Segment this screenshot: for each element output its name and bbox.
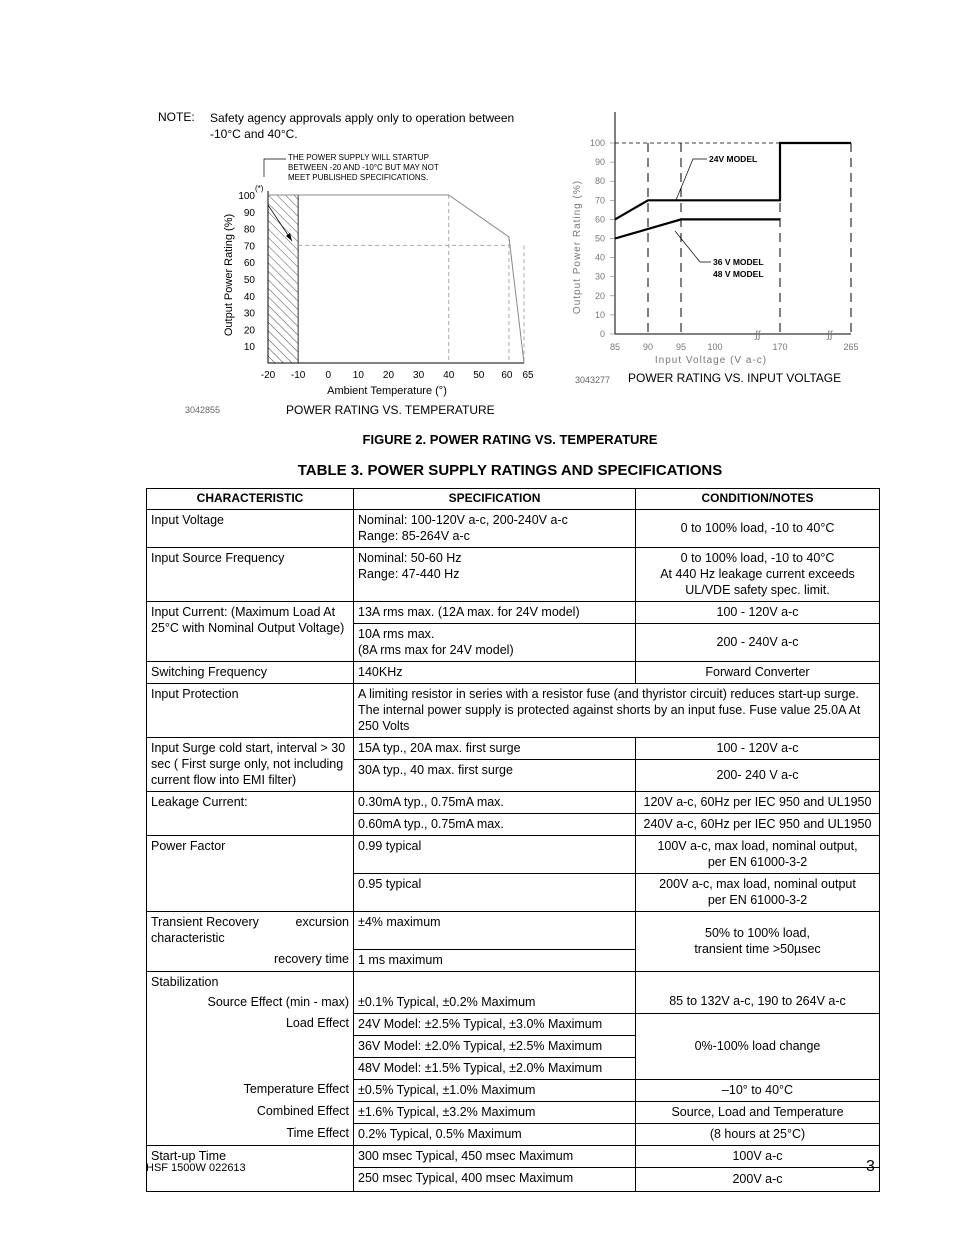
- temp-x-axis-label: Ambient Temperature (°): [327, 385, 447, 397]
- char-startup-time: Start-up Time: [147, 1145, 354, 1191]
- temp-x-tick-label: -20: [260, 370, 276, 381]
- cond-line: UL/VDE safety spec. limit.: [685, 583, 830, 597]
- spec-load-24v: 24V Model: ±2.5% Typical, ±3.0% Maximum: [354, 1013, 636, 1035]
- voltage-x-tick-label: 100: [707, 342, 723, 352]
- voltage-y-tick-label: 60: [594, 214, 605, 225]
- page-number: 3: [866, 1158, 875, 1175]
- char-combined-effect: Combined Effect: [147, 1101, 354, 1123]
- voltage-y-tick-label: 40: [594, 252, 605, 263]
- spec-input-current-b: [354, 624, 636, 662]
- table-row: [147, 684, 880, 738]
- voltage-x-tick-label: 170: [772, 342, 788, 352]
- temp-x-tick-label: 20: [382, 370, 395, 381]
- header-characteristic: CHARACTERISTIC: [147, 489, 354, 510]
- temp-annotation-line-3: MEET PUBLISHED SPECIFICATIONS.: [288, 173, 429, 182]
- temp-x-tick-label: 50: [473, 370, 485, 381]
- spec-switching-frequency: 140KHz: [354, 662, 636, 684]
- table-row: [147, 602, 880, 624]
- spec-line: Range: 85-264V a-c: [358, 529, 470, 543]
- cond-line: 200V a-c, max load, nominal output: [659, 877, 856, 891]
- temp-y-tick-label: 60: [243, 258, 255, 270]
- char-time-effect: Time Effect: [147, 1123, 354, 1145]
- temp-annotation-line-2: BETWEEN -20 AND -10°C BUT MAY NOT: [288, 163, 439, 172]
- voltage-y-tick-label: 70: [594, 195, 605, 206]
- temp-x-tick-label: 65: [522, 370, 534, 381]
- spec-line: (8A rms max for 24V model): [358, 643, 514, 657]
- cond-input-current-a: 100 - 120V a-c: [636, 602, 880, 624]
- temp-y-tick-label: 80: [243, 224, 255, 236]
- spec-line: 10A rms max.: [358, 627, 435, 641]
- temp-y-tick-label: 20: [243, 325, 255, 337]
- cond-input-surge-a: 100 - 120V a-c: [636, 738, 880, 760]
- spec-source-effect: [354, 971, 636, 1013]
- spec-leakage-a: 0.30mA typ., 0.75mA max.: [354, 792, 636, 814]
- spec-line: Nominal: 50-60 Hz: [358, 551, 462, 565]
- voltage-y-tick-label: 0: [599, 329, 605, 339]
- voltage-y-tick-label: 30: [594, 271, 605, 282]
- cond-temperature-effect: –10° to 40°C: [636, 1079, 880, 1101]
- power-vs-voltage-chart: [565, 112, 875, 392]
- table-row: [147, 971, 880, 1013]
- break-mark-1: ∫∫: [755, 330, 761, 341]
- cond-line: transient time >50µsec: [694, 941, 821, 956]
- spec-load-48v: 48V Model: ±1.5% Typical, ±2.0% Maximum: [354, 1057, 636, 1079]
- transient-excursion-label: excursion: [295, 915, 349, 929]
- table-row: [147, 1013, 880, 1035]
- header-specification: SPECIFICATION: [354, 489, 636, 510]
- spec-line: Range: 47-440 Hz: [358, 567, 460, 581]
- temp-x-tick-label: 10: [352, 370, 364, 381]
- spec-input-protection: A limiting resistor in series with a resistor fuse (and thyristor circuit) reduces start-up surge. The internal power supply is protected against shorts by an input fuse. Fuse value 25.0A At 250 Volts: [354, 684, 880, 738]
- temp-y-tick-label: 90: [243, 207, 255, 219]
- spec-power-factor-b: 0.95 typical: [354, 874, 636, 912]
- temp-chart-caption: POWER RATING VS. TEMPERATURE: [286, 403, 495, 417]
- spec-input-voltage: [354, 510, 636, 548]
- cond-load-effect: 0%-100% load change: [636, 1013, 880, 1079]
- table-title: TABLE 3. POWER SUPPLY RATINGS AND SPECIFICATIONS: [297, 462, 723, 479]
- spec-startup-a: 300 msec Typical, 450 msec Maximum: [354, 1145, 636, 1167]
- char-power-factor: Power Factor: [147, 836, 354, 912]
- char-input-current: Input Current: (Maximum Load At 25°C with Nominal Output Voltage): [147, 602, 354, 662]
- spec-input-surge-a: 15A typ., 20A max. first surge: [354, 738, 636, 760]
- spec-recovery-time: 1 ms maximum: [354, 949, 636, 971]
- voltage-x-axis-label: Input Voltage (V a-c): [654, 355, 768, 366]
- annotation-leader-top: [264, 159, 286, 177]
- spec-combined-effect: ±1.6% Typical, ±3.2% Maximum: [354, 1101, 636, 1123]
- char-input-surge: Input Surge cold start, interval > 30 sec ( First surge only, not including current flow into EMI filter): [147, 738, 354, 792]
- voltage-x-tick-label: 85: [609, 342, 621, 352]
- header-condition: CONDITION/NOTES: [636, 489, 880, 510]
- spec-transient-excursion: ±4% maximum: [354, 912, 636, 950]
- temp-y-tick-label: 10: [243, 342, 255, 354]
- cond-input-frequency: [636, 548, 880, 602]
- cond-power-factor-b: [636, 874, 880, 912]
- cond-startup-b: 200V a-c: [636, 1167, 880, 1191]
- spec-power-factor-a: 0.99 typical: [354, 836, 636, 874]
- table-row: [147, 738, 880, 760]
- table-row: [147, 662, 880, 684]
- cond-input-voltage: 0 to 100% load, -10 to 40°C: [636, 510, 880, 548]
- note-text: Safety agency approvals apply only to operation between -10°C and 40°C.: [210, 111, 515, 141]
- table-row: [147, 1101, 880, 1123]
- temp-y-tick-label: 40: [243, 291, 255, 303]
- cond-power-factor-a: [636, 836, 880, 874]
- table-row: [147, 548, 880, 602]
- label-48v-model: 48 V MODEL: [713, 269, 764, 279]
- temp-figure-code: 3042855: [185, 405, 221, 415]
- label-24v-model: 24V MODEL: [709, 154, 758, 164]
- spec-load-36v: 36V Model: ±2.0% Typical, ±2.5% Maximum: [354, 1035, 636, 1057]
- char-input-frequency: Input Source Frequency: [147, 548, 354, 602]
- cond-time-effect: (8 hours at 25°C): [636, 1123, 880, 1145]
- note-label: NOTE:: [158, 110, 195, 124]
- spec-leakage-b: 0.60mA typ., 0.75mA max.: [354, 814, 636, 836]
- table-header-row: [147, 489, 880, 510]
- voltage-x-tick-label: 90: [642, 342, 654, 352]
- temp-y-tick-label: 70: [243, 241, 255, 253]
- voltage-y-tick-label: 80: [594, 176, 605, 187]
- cond-line: 0 to 100% load, -10 to 40°C: [680, 551, 835, 565]
- temp-derating-line: [268, 195, 524, 363]
- cond-input-current-b: 200 - 240V a-c: [636, 624, 880, 662]
- transient-label: Transient Recovery: [151, 915, 259, 929]
- leader-36v-48v: [675, 231, 711, 262]
- char-transient-recovery: [147, 912, 354, 950]
- cond-transient: [636, 912, 880, 972]
- transient-characteristic-label: characteristic: [151, 931, 225, 945]
- cond-source-effect: [636, 971, 880, 1013]
- cond-line: 50% to 100% load,: [705, 925, 810, 940]
- temp-x-tick-label: 60: [501, 370, 513, 381]
- spec-line: Nominal: 100-120V a-c, 200-240V a-c: [358, 513, 568, 527]
- startup-hatch-region: [268, 195, 298, 363]
- specifications-table: [146, 488, 880, 1192]
- table-row: [147, 510, 880, 548]
- char-temperature-effect: Temperature Effect: [147, 1079, 354, 1101]
- temp-x-tick-label: 0: [325, 370, 332, 381]
- temp-x-tick-label: 40: [443, 370, 455, 381]
- source-effect-label: Source Effect (min - max): [207, 994, 349, 1009]
- voltage-chart-caption: POWER RATING VS. INPUT VOLTAGE: [628, 371, 842, 385]
- char-input-voltage: Input Voltage: [147, 510, 354, 548]
- stabilization-label: Stabilization: [151, 974, 219, 989]
- temp-x-tick-label: 30: [413, 370, 425, 381]
- power-vs-temperature-chart: [150, 145, 570, 435]
- cond-leakage-b: 240V a-c, 60Hz per IEC 950 and UL1950: [636, 814, 880, 836]
- cond-line: 100V a-c, max load, nominal output,: [657, 839, 858, 853]
- spec-input-frequency: [354, 548, 636, 602]
- voltage-y-axis-label: Output Power Rating (%): [572, 179, 583, 315]
- voltage-y-tick-label: 100: [589, 138, 605, 148]
- cond-line: At 440 Hz leakage current exceeds: [660, 567, 855, 581]
- spec-input-surge-b: 30A typ., 40 max. first surge: [354, 760, 636, 792]
- char-empty: [147, 1035, 354, 1057]
- break-mark-2: ∫∫: [827, 330, 833, 341]
- voltage-x-tick-label: 265: [843, 342, 859, 352]
- footer-doc-id: HSF 1500W 022613: [146, 1162, 246, 1174]
- temp-plot-area: [238, 184, 534, 381]
- char-recovery-time: recovery time: [147, 949, 354, 971]
- table-row: [147, 1123, 880, 1145]
- temp-y-top-marker: (*): [255, 184, 264, 193]
- table-row: [147, 836, 880, 874]
- label-36v-model: 36 V MODEL: [713, 257, 764, 267]
- spec-time-effect: 0.2% Typical, 0.5% Maximum: [354, 1123, 636, 1145]
- series-36v-48v-line: [615, 219, 780, 238]
- table-row: [147, 1145, 880, 1167]
- voltage-plot-area: [590, 112, 859, 352]
- char-stabilization: [147, 971, 354, 1013]
- voltage-y-tick-label: 50: [594, 233, 605, 244]
- voltage-y-tick-label: 90: [594, 157, 605, 168]
- table-row: [147, 792, 880, 814]
- cond-switching-frequency: Forward Converter: [636, 662, 880, 684]
- char-empty: [147, 1057, 354, 1079]
- temp-x-tick-label: -10: [290, 370, 306, 381]
- cond-line: 85 to 132V a-c, 190 to 264V a-c: [669, 993, 846, 1008]
- cond-combined-effect: Source, Load and Temperature: [636, 1101, 880, 1123]
- voltage-x-tick-label: 95: [675, 342, 687, 352]
- spec-line: ±0.1% Typical, ±0.2% Maximum: [358, 994, 536, 1009]
- temp-y-axis-label: Output Power Rating (%): [223, 213, 235, 337]
- spec-startup-b: 250 msec Typical, 400 msec Maximum: [354, 1167, 636, 1191]
- cond-leakage-a: 120V a-c, 60Hz per IEC 950 and UL1950: [636, 792, 880, 814]
- temp-y-tick-label: 30: [243, 308, 255, 320]
- temp-y-tick-label: 50: [243, 275, 255, 286]
- char-load-effect: Load Effect: [147, 1013, 354, 1035]
- cond-line: per EN 61000-3-2: [707, 855, 808, 869]
- char-input-protection: Input Protection: [147, 684, 354, 738]
- voltage-figure-code: 3043277: [575, 375, 611, 385]
- spec-input-current-a: 13A rms max. (12A max. for 24V model): [354, 602, 636, 624]
- table-row: [147, 912, 880, 950]
- figure-caption: FIGURE 2. POWER RATING VS. TEMPERATURE: [362, 432, 658, 447]
- spec-temperature-effect: ±0.5% Typical, ±1.0% Maximum: [354, 1079, 636, 1101]
- voltage-y-tick-label: 10: [594, 309, 605, 320]
- cond-line: per EN 61000-3-2: [707, 893, 808, 907]
- char-switching-frequency: Switching Frequency: [147, 662, 354, 684]
- temp-y-tick-label: 100: [238, 191, 255, 202]
- voltage-y-tick-label: 20: [594, 290, 605, 301]
- temp-annotation-line-1: THE POWER SUPPLY WILL STARTUP: [288, 153, 429, 162]
- cond-startup-a: 100V a-c: [636, 1145, 880, 1167]
- cond-input-surge-b: 200- 240 V a-c: [636, 760, 880, 792]
- table-row: [147, 1079, 880, 1101]
- char-leakage-current: Leakage Current:: [147, 792, 354, 836]
